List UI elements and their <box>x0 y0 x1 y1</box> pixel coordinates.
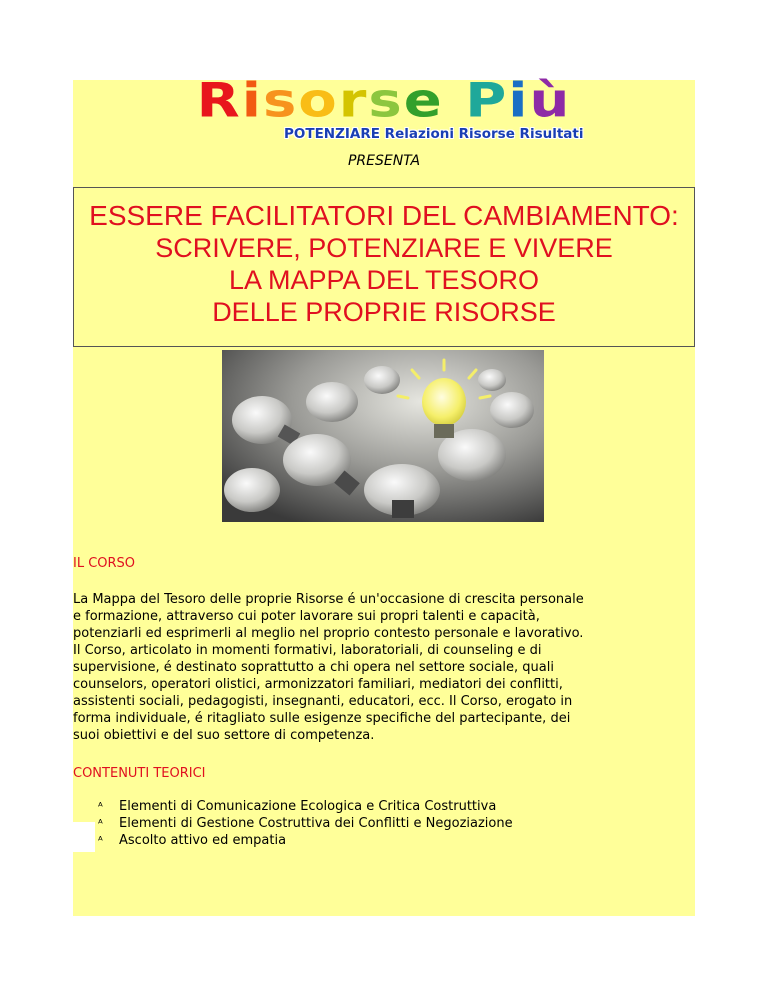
logo-letter: s <box>262 73 299 129</box>
logo-letter: R <box>196 73 242 129</box>
course-description <box>73 591 685 744</box>
list-item-label: Elementi di Comunicazione Ecologica e Critica Costruttiva <box>119 799 497 814</box>
theory-list <box>73 798 685 849</box>
course-line: counselors, operatori olistici, armonizzatori familiari, mediatori dei conflitti, <box>73 677 563 692</box>
title-line-4: DELLE PROPRIE RISORSE <box>212 297 556 327</box>
logo-letter: ù <box>529 73 572 129</box>
title-line-2: SCRIVERE, POTENZIARE E VIVERE <box>155 233 613 263</box>
flyer-page <box>73 73 695 916</box>
logo-letter: P <box>465 73 509 129</box>
logo-letter: e <box>403 73 444 129</box>
lightbulbs-illustration <box>222 350 544 522</box>
logo-letter: r <box>338 73 369 129</box>
logo <box>123 73 645 148</box>
theory-heading: CONTENUTI TEORICI <box>73 766 206 781</box>
course-title-box <box>73 187 695 347</box>
lightbulbs-photo <box>222 350 544 522</box>
course-line: assistenti sociali, pedagogisti, insegnanti, educatori, ecc. Il Corso, erogato in <box>73 694 573 709</box>
course-line: forma individuale, é ritagliato sulle esigenze specifiche del partecipante, dei <box>73 711 571 726</box>
title-line-1: ESSERE FACILITATORI DEL CAMBIAMENTO: <box>89 200 679 231</box>
list-item <box>73 832 685 849</box>
bullet-icon: ᴬ <box>98 834 103 847</box>
list-item <box>73 815 685 832</box>
bullet-icon: ᴬ <box>98 817 103 830</box>
logo-letter <box>444 80 466 123</box>
logo-title <box>123 73 645 129</box>
logo-letter: i <box>508 73 530 129</box>
bullet-icon: ᴬ <box>98 800 103 813</box>
course-heading: IL CORSO <box>73 556 136 571</box>
list-item <box>73 798 685 815</box>
logo-letter: i <box>241 73 263 129</box>
logo-letter: s <box>368 73 404 129</box>
logo-subtitle: POTENZIARE Relazioni Risorse Risultati <box>284 126 584 142</box>
course-line: La Mappa del Tesoro delle proprie Risorse é un'occasione di crescita personale <box>73 592 584 607</box>
list-item-label: Ascolto attivo ed empatia <box>119 833 287 848</box>
logo-letter: o <box>298 73 339 129</box>
course-line: Il Corso, articolato in momenti formativi, laboratoriali, di counseling e di <box>73 643 542 658</box>
course-line: supervisione, é destinato soprattutto a chi opera nel settore sociale, quali <box>73 660 554 675</box>
course-line: suoi obiettivi e del suo settore di competenza. <box>73 728 375 743</box>
list-item-label: Elementi di Gestione Costruttiva dei Conflitti e Negoziazione <box>119 816 513 831</box>
course-line: potenziarli ed esprimerli al meglio nel proprio contesto personale e lavorativo. <box>73 626 584 641</box>
presenta-label: PRESENTA <box>347 153 421 169</box>
title-line-3: LA MAPPA DEL TESORO <box>228 265 540 295</box>
course-line: e formazione, attraverso cui poter lavorare sui propri talenti e capacità, <box>73 609 540 624</box>
